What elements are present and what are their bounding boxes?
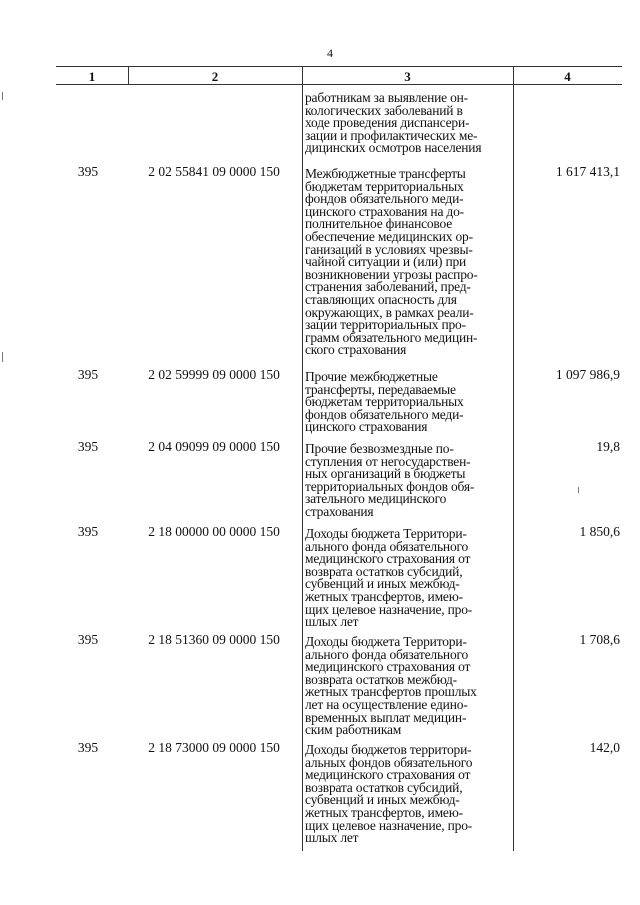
header-col-3: 3 [404,69,411,84]
table-row-3-col1: 395 [77,439,99,454]
table-row-1-description: Межбюджетные трансферты бюджетам территориальных фондов обязательного меди- цинского страхования на до- полнительное финансовое обеспечение медицинских ор- ганизаций в условиях чрезвы- чайной ситуации и (или) при возникновении угрозы распро- странения заболеваний, пред- ставляющих опасность для окружающих, в рамках реали- зации территориальных про- грамм обязательного медицин- ского страхования [305,166,478,358]
header-col-2: 2 [211,69,219,84]
continued-description: работникам за выявление он- кологических заболеваний в ходе проведения диспансери- зации и профилактических ме- дицинских осмотров населения [305,90,482,156]
table-row-2-amount: 1 097 986,9 [555,367,620,382]
table-row-6-code: 2 18 73000 09 0000 150 [148,740,280,755]
table-row-4-code: 2 18 00000 00 0000 150 [148,524,280,539]
table-row-1-amount: 1 617 413,1 [555,164,620,179]
column-divider-2 [302,66,303,851]
table-row-3-amount: 19,8 [596,439,620,454]
table-row-2-code: 2 02 59999 09 0000 150 [148,367,280,382]
table-row-4-description: Доходы бюджета Территори- ального фонда обязательного медицинского страхования от возврата остатков субсидий, субвенций и иных межбюд- жетных трансфертов, имею- щих целевое назначение, про- шлых лет [305,526,473,630]
page-number: 4 [327,46,333,60]
table-row-5-description: Доходы бюджета Территори- ального фонда обязательного медицинского страхования от возврата остатков межбюд- жетных трансфертов прошлых лет на осуществление едино- временных выплат медицин- ским работникам [305,634,477,738]
table-row-2-col1: 395 [77,367,99,382]
table-row-6-col1: 395 [77,740,99,755]
table-row-5-col1: 395 [77,632,99,647]
table-row-5-code: 2 18 51360 09 0000 150 [148,632,280,647]
table-row-4-col1: 395 [77,524,99,539]
scan-mark-middle [2,352,3,362]
table-row-6-description: Доходы бюджетов территори- альных фондов обязательного медицинского страхования от возврата остатков субсидий, субвенций и иных межбюд- жетных трансфертов, имею- щих целевое назначение, про- шлых лет [305,742,473,846]
table-row-1-col1: 395 [77,164,99,179]
scan-mark-top [2,92,3,100]
table-row-6-amount: 142,0 [589,740,620,755]
table-row-1-code: 2 02 55841 09 0000 150 [148,164,280,179]
table-row-5-amount: 1 708,6 [579,632,620,647]
header-col-1: 1 [88,69,96,84]
table-top-border [56,66,622,67]
table-row-3-description: Прочие безвозмездные по- ступления от негосударствен- ных организаций в бюджеты территориальных фондов обя- зательного медицинского страхования [305,441,475,519]
column-divider-3 [513,66,514,851]
table-row-4-amount: 1 850,6 [579,524,620,539]
table-row-2-description: Прочие межбюджетные трансферты, передаваемые бюджетам территориальных фондов обязательного меди- цинского страхования [305,369,464,435]
table-row-3-code: 2 04 09099 09 0000 150 [148,439,280,454]
header-col-4: 4 [564,69,571,84]
scan-mark-right [578,487,579,493]
